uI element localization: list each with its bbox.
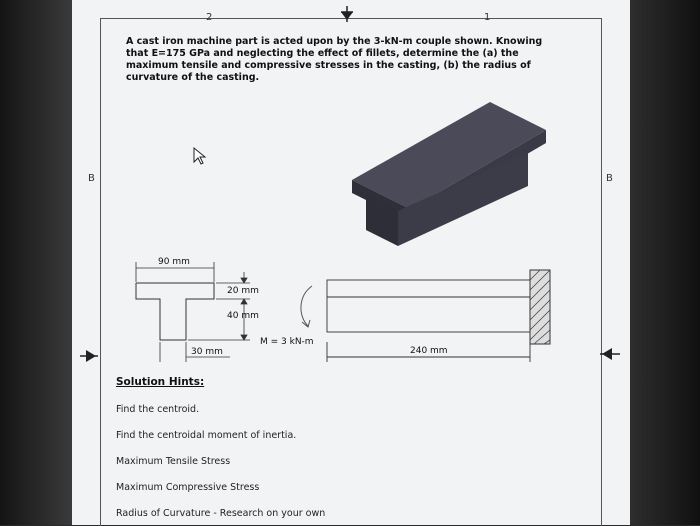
moment-arrow-icon [301, 286, 312, 327]
zone-label-top-right: 1 [484, 12, 491, 23]
dimension-label-30mm: 30 mm [191, 347, 223, 357]
center-mark-right-icon [600, 348, 620, 360]
hint-item: Maximum Compressive Stress [116, 482, 260, 493]
dimension-label-20mm: 20 mm [227, 286, 259, 296]
fixed-support-wall [530, 270, 550, 344]
hint-item: Find the centroidal moment of inertia. [116, 430, 297, 441]
beam-length-label: 240 mm [410, 346, 448, 356]
hints-title: Solution Hints: [116, 376, 205, 388]
hint-item: Maximum Tensile Stress [116, 456, 231, 467]
zone-label-top-left: 2 [206, 12, 213, 23]
solution-hints [116, 376, 416, 519]
center-mark-top-icon [341, 6, 353, 22]
hint-item: Radius of Curvature - Research on your own [116, 508, 326, 519]
center-mark-left-icon [80, 350, 98, 362]
zone-label-side-right: B [606, 173, 613, 184]
hint-item: Find the centroid. [116, 404, 200, 415]
moment-label: M = 3 kN-m [260, 337, 314, 347]
zone-label-side-left: B [88, 173, 95, 184]
mouse-cursor-icon [194, 148, 205, 164]
dimension-label-90mm: 90 mm [158, 257, 190, 267]
dimension-label-40mm: 40 mm [227, 311, 259, 321]
t-beam-3d-view [352, 102, 546, 246]
dimension-vertical [188, 272, 250, 340]
t-section-outline [136, 283, 214, 340]
problem-statement: A cast iron machine part is acted upon by the 3-kN-m couple shown. Knowing that E=175 GPa and neglecting the effect of fillets, determine the (a) the maximum tensile and compressive stresses in the casting, (b) the radius of curvature of the casting. [126, 36, 543, 83]
